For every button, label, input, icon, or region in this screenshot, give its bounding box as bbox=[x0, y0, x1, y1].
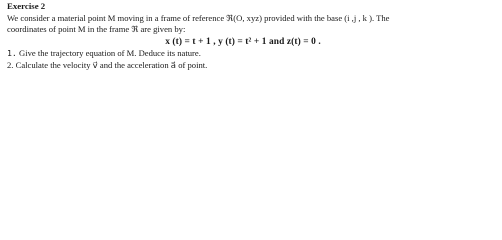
question-1 bbox=[7, 48, 499, 60]
coordinates-equation: x (t) = t + 1 , y (t) = t² + 1 and z(t) = 0 . bbox=[165, 36, 321, 47]
question-2-number: 2. bbox=[7, 59, 14, 70]
question-1-number: 1. bbox=[7, 48, 17, 59]
question-2-text: Calculate the velocity v⃗ and the acceleration a⃗ of point. bbox=[15, 59, 208, 70]
intro-line-1: We consider a material point M moving in a frame of reference ℜ(O, xyz) provided with the base (i ,j , k ). The bbox=[7, 12, 390, 23]
intro-line-2: coordinates of point M in the frame ℜ are given by: bbox=[7, 24, 186, 35]
exercise-title: Exercise 2 bbox=[7, 1, 46, 11]
question-1-text: Give the trajectory equation of M. Deduce its nature. bbox=[19, 48, 201, 59]
exercise-document bbox=[7, 1, 499, 72]
question-2 bbox=[7, 60, 499, 72]
